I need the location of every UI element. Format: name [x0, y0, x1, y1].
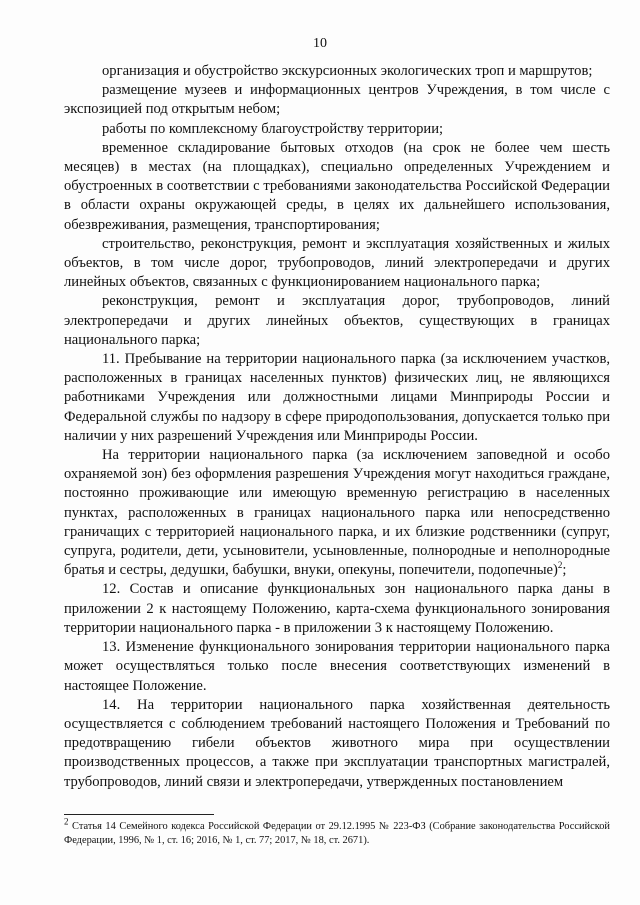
paragraph: строительство, реконструкция, ремонт и эксплуатация хозяйственных и жилых объектов, в том числе дорог, трубопроводов, линий электропередачи и других линейных объектов, связанных с функционированием национального парка; — [64, 235, 610, 291]
paragraph: организация и обустройство экскурсионных экологических троп и маршрутов; — [102, 63, 593, 79]
paragraph-item-14: 14. На территории национального парка хозяйственная деятельность осуществляется с соблюдением требований настоящего Положения и Требований по предотвращению гибели объектов животного мира при осуществлении производственных процессов, а также при эксплуатации транспортных магистралей, трубопроводов, линий связи и электропередачи, утвержденных постановлением — [64, 696, 610, 790]
footnote — [64, 816, 610, 847]
paragraph: размещение музеев и информационных центров Учреждения, в том числе с экспозицией под открытым небом; — [64, 82, 610, 118]
paragraph: временное складирование бытовых отходов (на срок не более чем шесть месяцев) в местах (на площадках), специально определенных Учреждением и обустроенных в соответствии с требованиями законодательства Российской Федерации в области охраны окружающей среды, в целях их дальнейшего использования, обезвреживания, размещения, транспортирования; — [64, 139, 610, 233]
page-number: 10 — [313, 36, 327, 51]
paragraph: реконструкция, ремонт и эксплуатация дорог, трубопроводов, линий электропередачи и других линейных объектов, существующих в границах национального парка; — [64, 293, 610, 348]
paragraph-item-12: 12. Состав и описание функциональных зон национального парка даны в приложении 2 к настоящему Положению, карта-схема функционального зонирования территории национального парка - в приложении 3 к настоящему Положению. — [64, 581, 610, 636]
footnote-divider — [64, 814, 214, 815]
paragraph-item-13: 13. Изменение функционального зонирования территории национального парка может осуществляться только после внесения соответствующих изменений в настоящее Положение. — [64, 639, 610, 694]
footnote-text: Статья 14 Семейного кодекса Российской Федерации от 29.12.1995 № 223-ФЗ (Собрание законодательства Российской Федерации, 1996, № 1, ст. 16; 2016, № 1, ст. 77; 2017, № 18, ст. 2671). — [64, 821, 610, 846]
paragraph-item-11: 11. Пребывание на территории национального парка (за исключением участков, расположенных в границах населенных пунктов) физических лиц, не являющихся работниками Учреждения или должностными лицами Минприроды России и Федеральной службы по надзору в сфере природопользования, допускается только при наличии у них разрешений Учреждения или Минприроды России. — [64, 351, 610, 444]
paragraph-tail: ; — [562, 562, 567, 579]
footnote-marker: 2 — [64, 816, 69, 827]
footnote-reference: 2 — [557, 560, 563, 571]
paragraph-text: На территории национального парка (за исключением заповедной и особо охраняемой зон) без оформления разрешения Учреждения могут находиться граждане, постоянно проживающие или имеющую временную регистрацию в населенных пунктах, расположенных в границах национального парка или непосредственно граничащих с территорией национального парка, и их близкие родственники (супруг, супруга, родители, дети, усыновители, усыновленные, полнородные и неполнородные братья и сестры, дедушки, бабушки, внуки, опекуны, попечители, подопечные) — [64, 447, 610, 579]
paragraph-with-footnote — [64, 446, 610, 580]
document-body — [64, 62, 610, 792]
paragraph: работы по комплексному благоустройству территории; — [102, 120, 444, 137]
